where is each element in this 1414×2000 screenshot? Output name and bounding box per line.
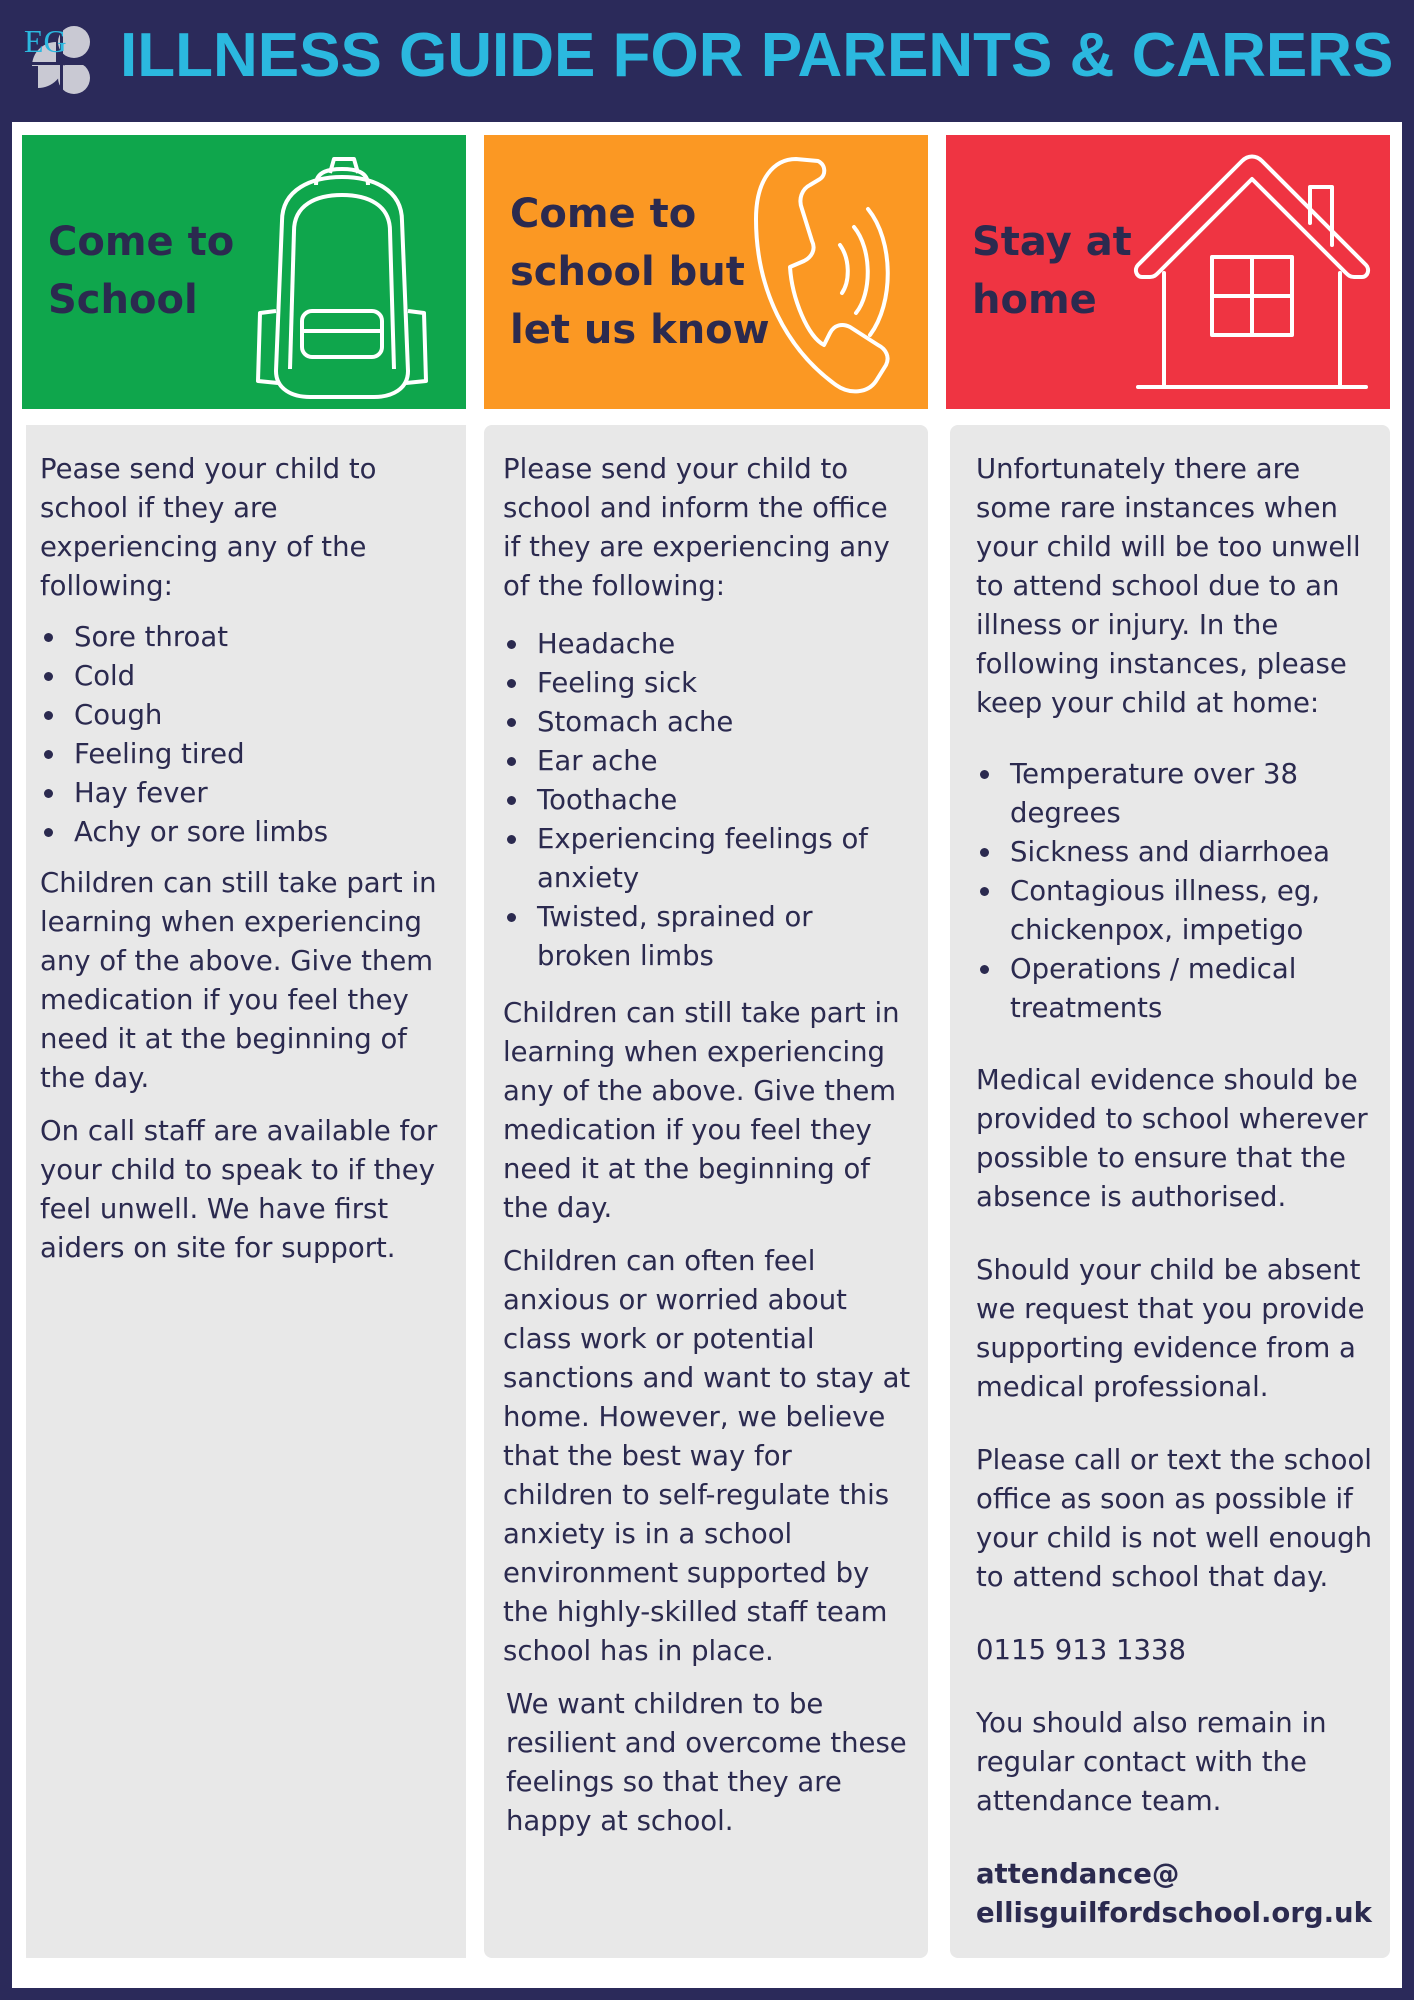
- list-item: Cold: [40, 657, 460, 696]
- intro-paragraph: [40, 450, 460, 606]
- text-line: anxious or worried about: [503, 1284, 847, 1316]
- text-line: Twisted, sprained or: [537, 901, 813, 933]
- list-item: [503, 820, 923, 898]
- list-item: Toothache: [503, 781, 923, 820]
- text-line: keep your child at home:: [976, 687, 1320, 719]
- text-line: office as soon as possible if: [976, 1483, 1353, 1515]
- support-paragraph: [40, 1112, 460, 1268]
- text-line: medication if you feel they: [503, 1114, 872, 1146]
- list-item: [976, 755, 1388, 833]
- text-line: learning when experiencing: [503, 1036, 885, 1068]
- column-2-text: [503, 450, 923, 1841]
- list-item: Feeling sick: [503, 664, 923, 703]
- text-line: possible to ensure that the: [976, 1142, 1346, 1174]
- list-item: [976, 872, 1388, 950]
- list-item: Ear ache: [503, 742, 923, 781]
- text-line: the day.: [40, 1062, 150, 1094]
- list-item: Feeling tired: [40, 735, 460, 774]
- text-line: attendance team.: [976, 1785, 1222, 1817]
- house-icon: [1132, 153, 1372, 393]
- text-line: your child to speak to if they: [40, 1154, 435, 1186]
- phone-number: 0115 913 1338: [976, 1634, 1186, 1666]
- text-line: your child is not well enough: [976, 1522, 1373, 1554]
- text-line: Children can still take part in: [40, 867, 437, 899]
- text-line: Unfortunately there are: [976, 453, 1301, 485]
- column-3-text: [976, 450, 1388, 1933]
- text-line: Experiencing feelings of: [537, 823, 868, 855]
- text-line: Please call or text the school: [976, 1444, 1372, 1476]
- text-line: school and inform the office: [503, 492, 888, 524]
- absence-paragraph: [976, 1251, 1388, 1407]
- text-line: Medical evidence should be: [976, 1064, 1358, 1096]
- text-line: absence is authorised.: [976, 1181, 1287, 1213]
- text-line: following instances, please: [976, 648, 1347, 680]
- text-line: any of the above. Give them: [40, 945, 434, 977]
- logo-text: EG: [24, 23, 67, 59]
- intro-paragraph: [976, 450, 1388, 723]
- panel-title-line: School: [48, 277, 198, 323]
- text-line: Should your child be absent: [976, 1254, 1361, 1286]
- panel-title: [510, 185, 770, 359]
- text-line: children to self-regulate this: [503, 1479, 890, 1511]
- text-line: ellisguilfordschool.org.uk: [976, 1897, 1372, 1929]
- panel-title-line: Stay at: [972, 219, 1132, 265]
- text-line: we request that you provide: [976, 1293, 1365, 1325]
- panel-title-line: home: [972, 277, 1097, 323]
- guidance-paragraph: [503, 994, 923, 1228]
- text-line: treatments: [1010, 992, 1163, 1024]
- phone-icon: [746, 149, 926, 399]
- text-line: provided to school wherever: [976, 1103, 1368, 1135]
- text-line: that the best way for: [503, 1440, 792, 1472]
- text-line: class work or potential: [503, 1323, 815, 1355]
- list-item: [976, 950, 1388, 1028]
- text-line: need it at the beginning of: [503, 1153, 870, 1185]
- list-item: Stomach ache: [503, 703, 923, 742]
- guidance-paragraph: [40, 864, 460, 1098]
- text-line: supporting evidence from a: [976, 1332, 1356, 1364]
- panel-title: [972, 213, 1132, 329]
- text-line: if they are experiencing any: [503, 531, 890, 563]
- text-line: Operations / medical: [1010, 953, 1297, 985]
- list-item: Headache: [503, 625, 923, 664]
- text-line: On call staff are available for: [40, 1115, 438, 1147]
- list-item: Achy or sore limbs: [40, 813, 460, 852]
- text-line: sanctions and want to stay at: [503, 1362, 911, 1394]
- text-line: regular contact with the: [976, 1746, 1307, 1778]
- panel-title-line: school but: [510, 249, 745, 295]
- intro-paragraph: [503, 450, 923, 606]
- text-line: degrees: [1010, 797, 1121, 829]
- text-line: your child will be too unwell: [976, 531, 1361, 563]
- text-line: environment supported by: [503, 1557, 870, 1589]
- text-line: anxiety is in a school: [503, 1518, 793, 1550]
- text-line: feelings so that they are: [506, 1766, 842, 1798]
- list-item: Hay fever: [40, 774, 460, 813]
- text-line: aiders on site for support.: [40, 1232, 396, 1264]
- panel-title-line: Come to: [510, 191, 697, 237]
- text-line: Please send your child to: [503, 453, 849, 485]
- text-line: chickenpox, impetigo: [1010, 914, 1304, 946]
- list-item: [503, 898, 923, 976]
- text-line: illness or injury. In the: [976, 609, 1279, 641]
- text-line: any of the above. Give them: [503, 1075, 897, 1107]
- page-header: [0, 0, 1414, 122]
- resilience-paragraph: [503, 1685, 923, 1841]
- text-line: Children can often feel: [503, 1245, 816, 1277]
- text-line: the day.: [503, 1192, 613, 1224]
- bottom-border: [12, 1988, 1402, 2000]
- text-line: need it at the beginning of: [40, 1023, 407, 1055]
- text-line: some rare instances when: [976, 492, 1338, 524]
- school-logo-icon: [24, 18, 90, 98]
- panel-stay-at-home: [946, 135, 1390, 409]
- list-item: Cough: [40, 696, 460, 735]
- text-line: medical professional.: [976, 1371, 1269, 1403]
- text-line: school if they are: [40, 492, 278, 524]
- panel-title-line: Come to: [48, 219, 235, 265]
- column-1-text: [40, 450, 460, 1268]
- text-line: anxiety: [537, 862, 640, 894]
- symptom-list: [503, 625, 923, 976]
- symptom-list: [40, 618, 460, 852]
- panel-title-line: let us know: [510, 307, 770, 353]
- text-line: medication if you feel they: [40, 984, 409, 1016]
- evidence-paragraph: [976, 1061, 1388, 1217]
- text-line: happy at school.: [506, 1805, 734, 1837]
- text-line: You should also remain in: [976, 1707, 1327, 1739]
- text-line: to attend school due to an: [976, 570, 1340, 602]
- text-line: Contagious illness, eg,: [1010, 875, 1321, 907]
- text-line: following:: [40, 570, 173, 602]
- symptom-list: [976, 755, 1388, 1028]
- page-title: ILLNESS GUIDE FOR PARENTS & CARERS: [120, 21, 1394, 90]
- text-line: feel unwell. We have first: [40, 1193, 389, 1225]
- text-line: attendance@: [976, 1858, 1180, 1890]
- email-link[interactable]: [976, 1855, 1388, 1933]
- panel-come-let-us-know: [484, 135, 928, 409]
- text-line: learning when experiencing: [40, 906, 422, 938]
- text-line: to attend school that day.: [976, 1561, 1329, 1593]
- text-line: experiencing any of the: [40, 531, 367, 563]
- text-line: broken limbs: [537, 940, 714, 972]
- backpack-icon: [242, 151, 442, 401]
- list-item: Sickness and diarrhoea: [976, 833, 1388, 872]
- attendance-paragraph: [976, 1704, 1388, 1821]
- text-line: resilient and overcome these: [506, 1727, 907, 1759]
- text-line: the highly-skilled staff team: [503, 1596, 888, 1628]
- text-line: of the following:: [503, 570, 726, 602]
- list-item: Sore throat: [40, 618, 460, 657]
- text-line: We want children to be: [506, 1688, 824, 1720]
- text-line: Children can still take part in: [503, 997, 900, 1029]
- contact-paragraph: [976, 1441, 1388, 1597]
- text-line: home. However, we believe: [503, 1401, 886, 1433]
- text-line: Pease send your child to: [40, 453, 377, 485]
- text-line: Temperature over 38: [1010, 758, 1298, 790]
- panel-come-to-school: [22, 135, 466, 409]
- text-line: school has in place.: [503, 1635, 774, 1667]
- panel-title: [48, 213, 234, 329]
- anxiety-paragraph: [503, 1242, 923, 1671]
